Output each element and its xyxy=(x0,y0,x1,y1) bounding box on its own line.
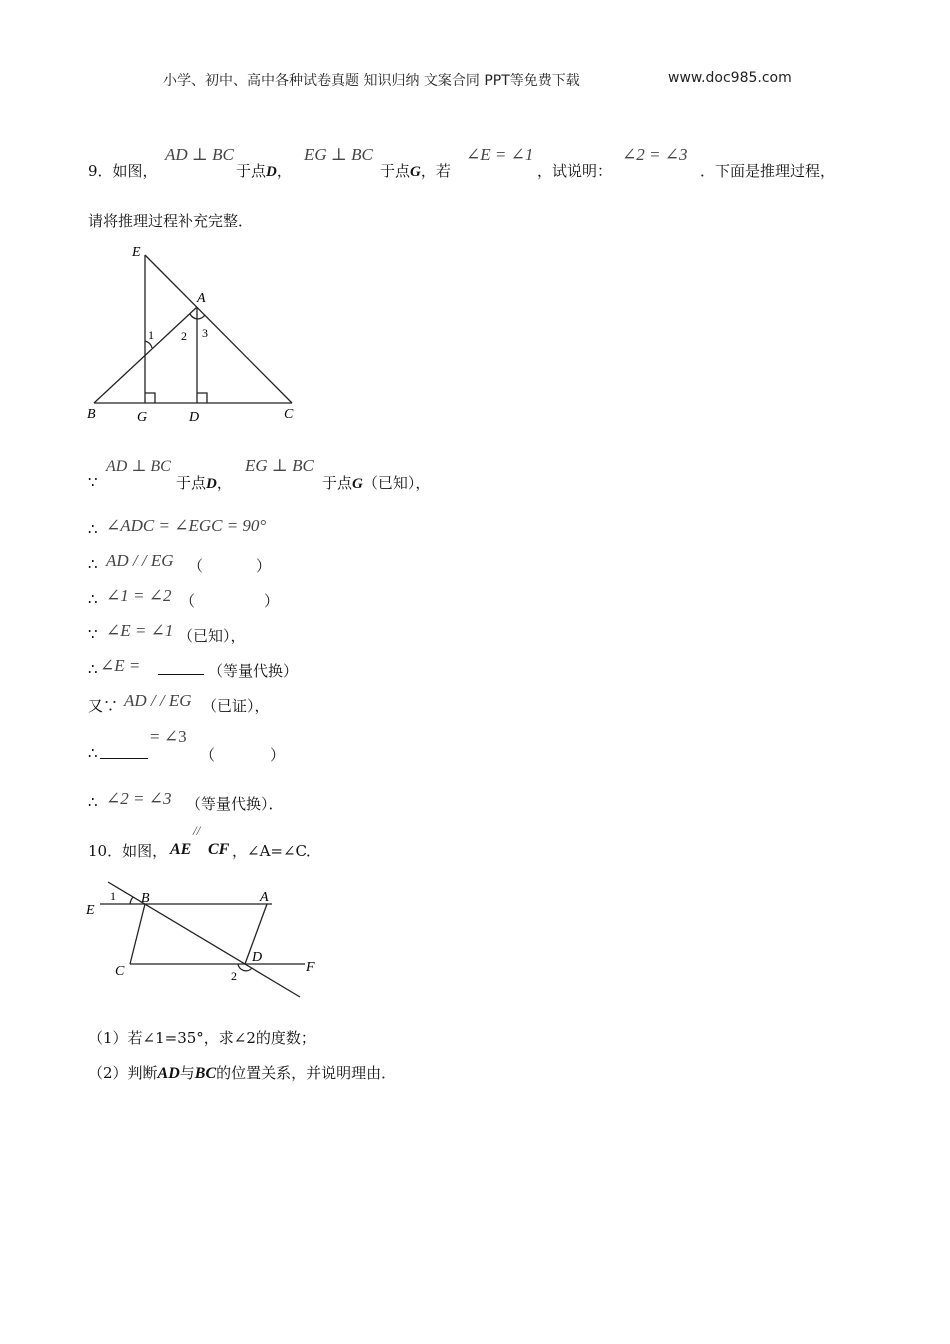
label-c: C xyxy=(284,407,294,422)
step8-paren-l: （ xyxy=(200,746,216,764)
step9-therefore: ∴ xyxy=(88,793,98,811)
label-b: B xyxy=(141,891,150,906)
label-e: E xyxy=(132,245,141,260)
label-a: A xyxy=(260,890,269,905)
step3-therefore: ∴ xyxy=(88,555,98,573)
step4-paren-l: （ xyxy=(180,592,196,610)
q10-part1: （1）若∠1=35°，求∠2的度数； xyxy=(88,1029,316,1047)
step9-m: ∠2 = ∠3 xyxy=(106,789,172,808)
step9-reason: （等量代换）． xyxy=(186,795,284,813)
header-url: www.doc985.com xyxy=(668,70,792,86)
q10-parallel: // xyxy=(193,823,201,838)
label-a: A xyxy=(197,291,206,306)
label-c: C xyxy=(115,964,125,979)
step1-t1: 于点D， xyxy=(176,474,232,492)
q9-number: 9．如图， xyxy=(88,162,158,180)
label-angle-2: 2 xyxy=(231,969,237,983)
step6-reason: （等量代换） xyxy=(208,662,299,680)
step1-because: ∵ xyxy=(88,473,98,491)
step7-reason: （已证）， xyxy=(202,697,270,715)
q10-period: ． xyxy=(306,842,322,860)
label-f: F xyxy=(306,960,315,975)
q9-goal: ∠2 = ∠3 xyxy=(622,145,688,164)
step4-m: ∠1 = ∠2 xyxy=(106,586,172,605)
right-angle-d xyxy=(197,393,207,403)
step8-m: = ∠3 xyxy=(150,727,187,746)
step1-m1: AD ⊥ BC xyxy=(106,458,171,475)
angle-arc-1 xyxy=(130,897,133,904)
step8-paren-r: ） xyxy=(270,746,286,764)
label-d: D xyxy=(189,410,200,425)
line-ec xyxy=(145,255,292,403)
step4-therefore: ∴ xyxy=(88,590,98,608)
step5-reason: （已知）， xyxy=(178,627,246,645)
label-e: E xyxy=(86,903,95,918)
step7-m: AD / / EG xyxy=(124,691,192,710)
step5-because: ∵ xyxy=(88,625,98,643)
step6-m: ∠E = xyxy=(100,656,141,675)
q10-part2: （2）判断AD与BC的位置关系，并说明理由． xyxy=(88,1064,397,1082)
step3-paren-r: ） xyxy=(256,557,272,575)
q10-cf: CF xyxy=(208,841,230,858)
angle-arc-2 xyxy=(190,314,197,319)
step7-also: 又∵ xyxy=(88,697,119,715)
label-g: G xyxy=(137,410,148,425)
step2-therefore: ∴ xyxy=(88,520,98,538)
q9-given2: EG ⊥ BC xyxy=(304,145,373,164)
angle-arc-3 xyxy=(197,315,205,319)
step5-m: ∠E = ∠1 xyxy=(106,621,174,640)
q9-line2: 请将推理过程补充完整． xyxy=(88,212,254,230)
step1-t2: 于点G（已知）， xyxy=(322,474,431,492)
q10-figure xyxy=(80,880,330,1005)
step8-blank[interactable] xyxy=(100,744,148,759)
q10-ae: AE xyxy=(170,841,192,858)
q9-figure xyxy=(80,240,320,430)
q9-tail: ．下面是推理过程， xyxy=(700,162,836,180)
q9-at-d: 于点D， xyxy=(236,162,292,180)
step3-m: AD / / EG xyxy=(106,551,174,570)
q10-number: 10．如图， xyxy=(88,842,168,860)
label-angle-1: 1 xyxy=(148,328,154,342)
transversal-bd xyxy=(108,882,300,997)
label-d: D xyxy=(252,950,263,965)
q9-at-g: 于点G，若 xyxy=(380,162,451,180)
label-angle-2: 2 xyxy=(181,329,187,343)
q10-cond: ，∠A=∠C xyxy=(232,842,308,860)
label-angle-3: 3 xyxy=(202,326,208,340)
step1-m2: EG ⊥ BC xyxy=(245,456,314,475)
q9-given3: ∠E = ∠1 xyxy=(466,145,534,164)
step8-therefore: ∴ xyxy=(88,744,98,762)
label-b: B xyxy=(87,407,96,422)
angle-arc-1 xyxy=(145,341,152,348)
q9-explain: ，试说明： xyxy=(537,162,613,180)
header-text: 小学、初中、高中各种试卷真题 知识归纳 文案合同 PPT等免费下载 xyxy=(163,73,580,89)
step6-therefore: ∴ xyxy=(88,660,98,678)
q9-given1: AD ⊥ BC xyxy=(165,145,234,164)
line-bc xyxy=(130,904,145,964)
step2-m: ∠ADC = ∠EGC = 90° xyxy=(106,516,267,535)
step6-blank[interactable] xyxy=(158,660,204,675)
step3-paren-l: （ xyxy=(188,557,204,575)
step4-paren-r: ） xyxy=(264,592,280,610)
label-angle-1: 1 xyxy=(110,889,116,903)
right-angle-g xyxy=(145,393,155,403)
